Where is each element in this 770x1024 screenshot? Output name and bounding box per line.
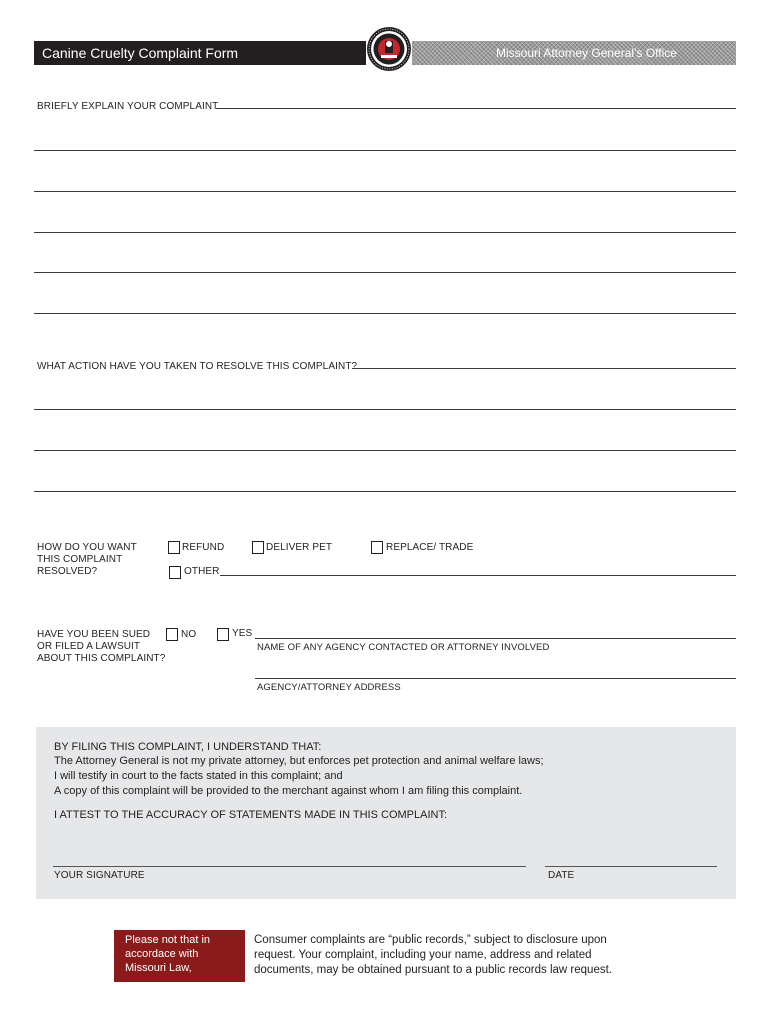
- other-checkbox[interactable]: [169, 566, 181, 579]
- attest-heading: BY FILING THIS COMPLAINT, I UNDERSTAND THAT:: [54, 741, 322, 753]
- attest-line: The Attorney General is not my private attorney, but enforces pet protection and animal welfare laws;: [54, 755, 544, 767]
- missouri-seal-icon: [366, 26, 412, 72]
- replace-trade-checkbox[interactable]: [371, 541, 383, 554]
- attest-line: A copy of this complaint will be provided to the merchant against whom I am filing this complaint.: [54, 785, 523, 797]
- deliver-pet-label: DELIVER PET: [266, 542, 333, 553]
- public-records-notice: Consumer complaints are “public records,” subject to disclosure upon request. Your complaint, including your name, address and related documents, may be obtained pursuant to a public records law request.: [254, 934, 612, 976]
- refund-label: REFUND: [182, 542, 225, 553]
- refund-checkbox[interactable]: [168, 541, 180, 554]
- no-checkbox[interactable]: [166, 628, 178, 641]
- lawsuit-question: HAVE YOU BEEN SUED OR FILED A LAWSUIT ABOUT THIS COMPLAINT?: [37, 629, 166, 664]
- action-taken-line[interactable]: [34, 450, 736, 451]
- attestation-panel: [36, 727, 736, 899]
- explain-complaint-field[interactable]: [216, 108, 736, 109]
- explain-complaint-line[interactable]: [34, 313, 736, 314]
- explain-complaint-line[interactable]: [34, 191, 736, 192]
- action-taken-field[interactable]: [352, 368, 736, 369]
- form-title-bar: [34, 41, 366, 65]
- form-title: Canine Cruelty Complaint Form: [42, 45, 239, 61]
- explain-complaint-line[interactable]: [34, 150, 736, 151]
- no-label: NO: [181, 629, 197, 640]
- other-field[interactable]: [220, 575, 736, 576]
- agency-name-label: NAME OF ANY AGENCY CONTACTED OR ATTORNEY INVOLVED: [257, 642, 550, 653]
- action-taken-line[interactable]: [34, 491, 736, 492]
- explain-complaint-line[interactable]: [34, 232, 736, 233]
- signature-label: YOUR SIGNATURE: [54, 870, 145, 881]
- explain-complaint-line[interactable]: [34, 272, 736, 273]
- replace-trade-label: REPLACE/ TRADE: [386, 542, 474, 553]
- action-taken-line[interactable]: [34, 409, 736, 410]
- attest-statement: I ATTEST TO THE ACCURACY OF STATEMENTS MADE IN THIS COMPLAINT:: [54, 809, 448, 821]
- agency-address-label: AGENCY/ATTORNEY ADDRESS: [257, 682, 401, 693]
- office-bar: [412, 41, 736, 65]
- date-field[interactable]: [545, 866, 717, 867]
- office-name: Missouri Attorney General’s Office: [496, 46, 677, 60]
- attest-line: I will testify in court to the facts stated in this complaint; and: [54, 770, 343, 782]
- law-notice-box: Please not that in accordace with Missouri Law,: [114, 930, 245, 982]
- agency-name-field[interactable]: [255, 638, 736, 639]
- resolution-question: HOW DO YOU WANT THIS COMPLAINT RESOLVED?: [37, 542, 137, 577]
- signature-field[interactable]: [53, 866, 526, 867]
- deliver-pet-checkbox[interactable]: [252, 541, 264, 554]
- yes-checkbox[interactable]: [217, 628, 229, 641]
- date-label: DATE: [548, 870, 575, 881]
- yes-label: YES: [232, 628, 253, 639]
- action-taken-label: WHAT ACTION HAVE YOU TAKEN TO RESOLVE THIS COMPLAINT?: [37, 361, 358, 372]
- explain-complaint-label: BRIEFLY EXPLAIN YOUR COMPLAINT: [37, 101, 219, 112]
- other-label: OTHER: [184, 566, 220, 577]
- agency-address-field[interactable]: [255, 678, 736, 679]
